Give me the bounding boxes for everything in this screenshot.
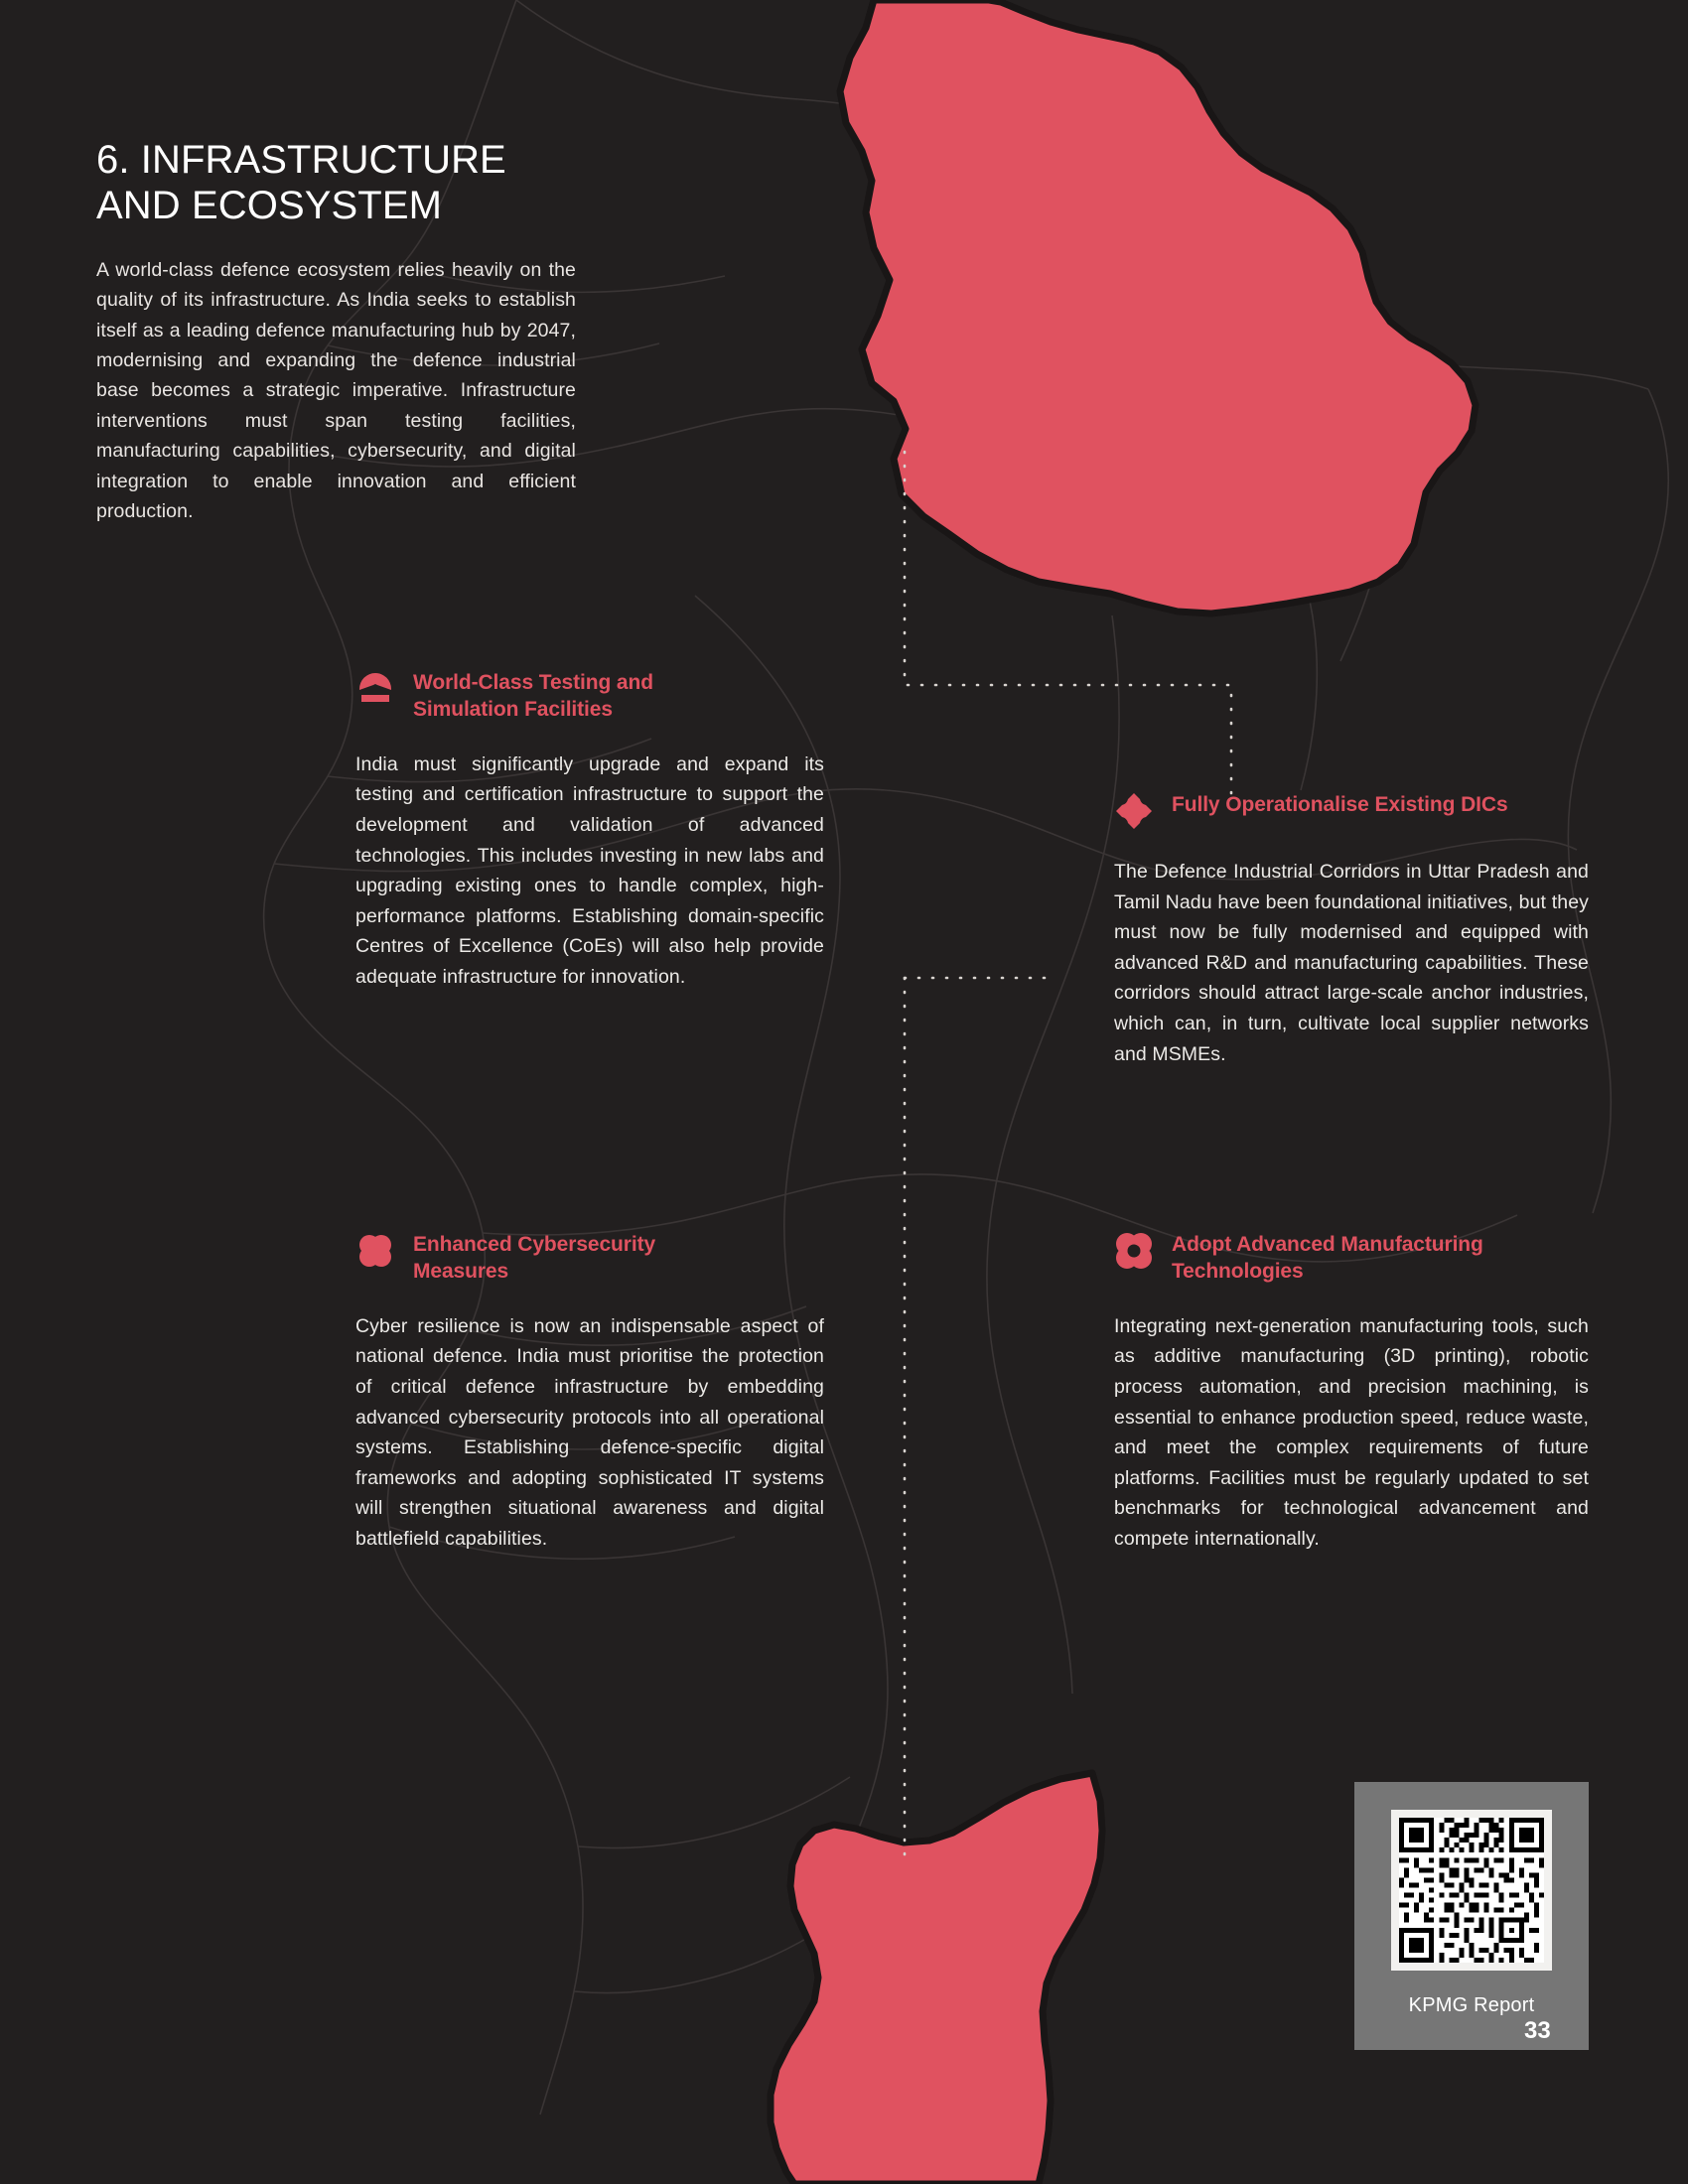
card-body: Cyber resilience is now an indispensable aspect of national defence. India must prioritise the protection of critical defence infrastructure by embedding advanced cybersecurity protocols into all operational systems. Establishing defence-specific digital frameworks and adopting sophisticated IT systems will strengthen situational awareness and digital battlefield capabilities.: [355, 1314, 824, 1551]
card-enhanced-cybersecurity: [355, 1229, 824, 1555]
card-advanced-manufacturing: [1114, 1229, 1589, 1555]
qr-caption: KPMG Report: [1408, 1994, 1535, 2016]
intro-paragraph: A world-class defence ecosystem relies heavily on the quality of its infrastructure. As India seeks to establish itself as a leading defence manufacturing hub by 2047, modernising and expanding the defence industrial base becomes a strategic imperative. Infrastructure interventions must span testing facilities, manufacturing capabilities, cybersecurity, and digital integration to enable innovation and efficient production.: [96, 258, 576, 523]
quatrefoil-icon: [1114, 791, 1154, 831]
state-tamil-nadu: [771, 1773, 1102, 2184]
page-number: 33: [1524, 2017, 1551, 2044]
page-title: 6. INFRASTRUCTURE AND ECOSYSTEM: [96, 138, 506, 228]
intro-block: [96, 137, 576, 526]
card-world-class-testing: [355, 667, 824, 993]
card-title: Fully Operationalise Existing DICs: [1172, 793, 1508, 816]
card-body: India must significantly upgrade and expand its testing and certification infrastructure to support the development and validation of advanced technologies. This includes investing in new labs and upgrading existing ones to handle complex, high-performance platforms. Establishing domain-specific Centres of Excellence (CoEs) will also help provide adequate infrastructure for innovation.: [355, 752, 824, 989]
state-uttar-pradesh: [840, 0, 1476, 614]
card-title: Enhanced Cybersecurity Measures: [413, 1233, 656, 1283]
card-header: [1114, 789, 1589, 831]
dome-lab-icon: [355, 669, 395, 709]
four-petal-icon: [355, 1231, 395, 1271]
four-circles-ring-icon: [1114, 1231, 1154, 1271]
card-fully-operationalise-dics: [1114, 789, 1589, 1069]
qr-code-image[interactable]: [1391, 1810, 1552, 1971]
card-body: Integrating next-generation manufacturing tools, such as additive manufacturing (3D printing), robotic process automation, and precision machining, is essential to enhance production speed, reduce waste, and meet the complex requirements of future platforms. Facilities must be regularly updated to set benchmarks for technological advancement and compete internationally.: [1114, 1314, 1589, 1551]
qr-panel[interactable]: [1354, 1782, 1589, 2050]
card-title: Adopt Advanced Manufacturing Technologies: [1172, 1233, 1483, 1283]
card-header: [355, 667, 824, 724]
card-header: [355, 1229, 824, 1286]
card-header: [1114, 1229, 1589, 1286]
card-title: World-Class Testing and Simulation Facilities: [413, 671, 653, 721]
card-body: The Defence Industrial Corridors in Uttar Pradesh and Tamil Nadu have been foundational initiatives, but they must now be fully modernised and equipped with advanced R&D and manufacturing capabilities. These corridors should attract large-scale anchor industries, which can, in turn, cultivate local supplier networks and MSMEs.: [1114, 861, 1589, 1065]
